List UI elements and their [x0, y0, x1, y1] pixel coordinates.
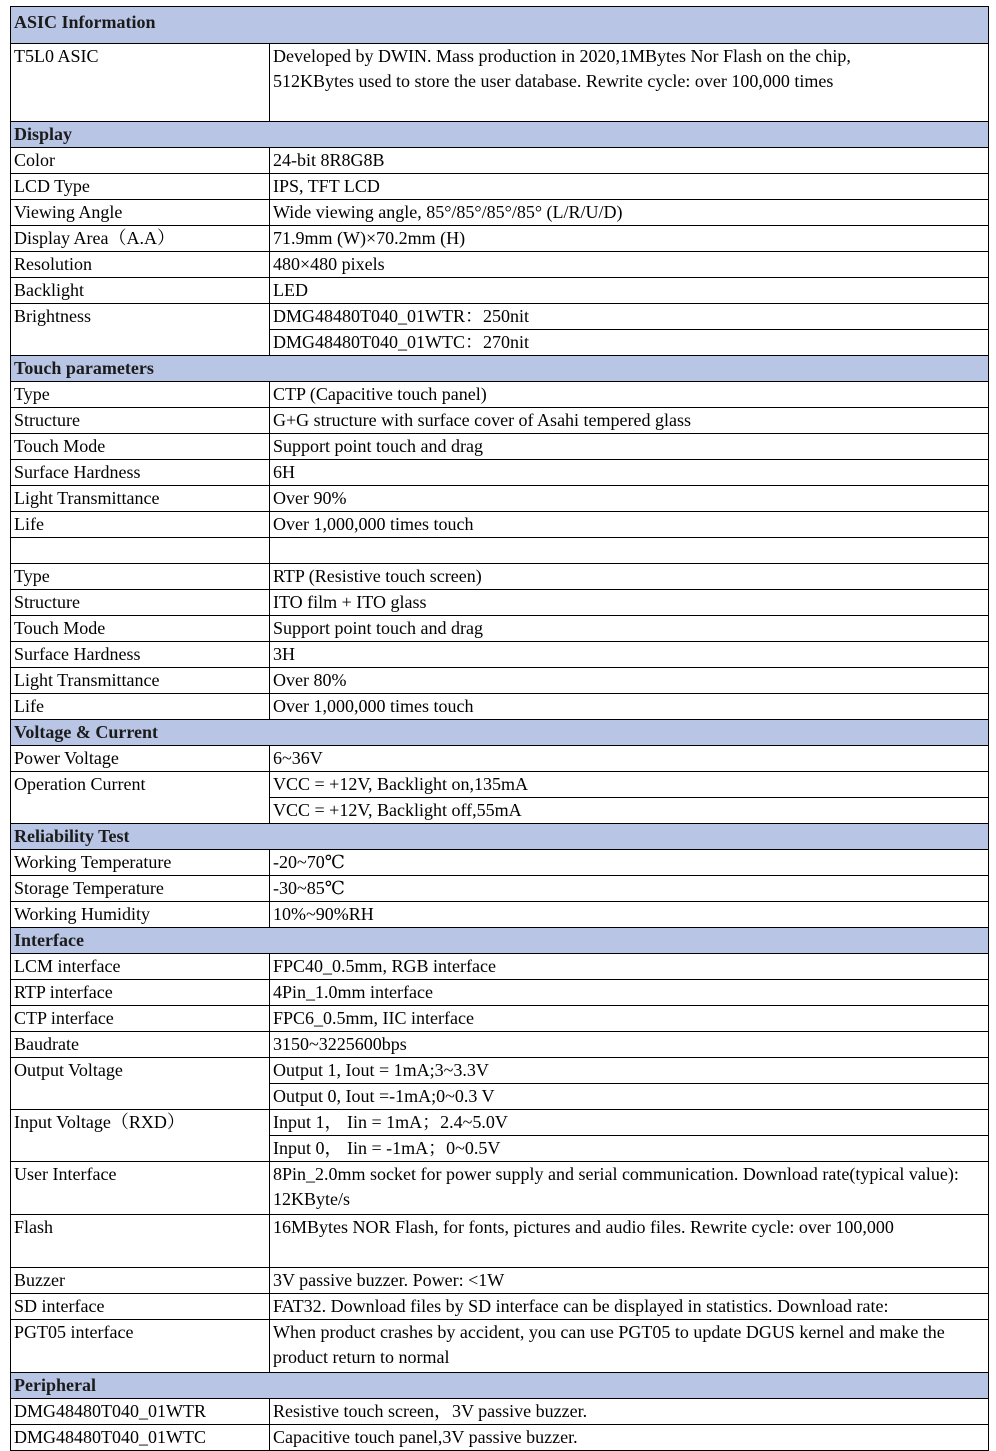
spec-label: Output Voltage	[11, 1058, 270, 1110]
table-row	[11, 226, 989, 252]
spec-value: Support point touch and drag	[270, 434, 989, 460]
spec-value: Over 1,000,000 times touch	[270, 694, 989, 720]
spec-label: Brightness	[11, 304, 270, 356]
table-row	[11, 1006, 989, 1032]
spec-label: CTP interface	[11, 1006, 270, 1032]
spec-value: 24-bit 8R8G8B	[270, 148, 989, 174]
spec-label: LCM interface	[11, 954, 270, 980]
table-row	[11, 1110, 989, 1136]
spec-label: Viewing Angle	[11, 200, 270, 226]
spec-label: Type	[11, 564, 270, 590]
spec-label: Structure	[11, 590, 270, 616]
spec-label: Color	[11, 148, 270, 174]
spec-label: Input Voltage（RXD）	[11, 1110, 270, 1162]
table-row	[11, 1399, 989, 1425]
table-row	[11, 590, 989, 616]
table-row	[11, 876, 989, 902]
spec-label: Light Transmittance	[11, 486, 270, 512]
table-row	[11, 408, 989, 434]
section-title: ASIC Information	[11, 7, 989, 44]
spec-label: Buzzer	[11, 1268, 270, 1294]
spec-value: VCC = +12V, Backlight on,135mA	[270, 772, 989, 798]
table-row	[11, 200, 989, 226]
table-row	[11, 460, 989, 486]
spec-value: Wide viewing angle, 85°/85°/85°/85° (L/R/U/D)	[270, 200, 989, 226]
section-header	[11, 356, 989, 382]
spec-value: Input 0， Iin = -1mA；0~0.5V	[270, 1136, 989, 1162]
spec-value: Over 90%	[270, 486, 989, 512]
table-row	[11, 512, 989, 538]
section-header	[11, 1373, 989, 1399]
table-row	[11, 486, 989, 512]
table-row	[11, 434, 989, 460]
spec-value: 16MBytes NOR Flash, for fonts, pictures and audio files. Rewrite cycle: over 100,000	[270, 1215, 989, 1268]
spec-value-text: Developed by DWIN. Mass production in 2020,1MBytes Nor Flash on the chip, 512KBytes used to store the user database. Rewrite cycle: over 100,000 times	[273, 46, 851, 91]
table-row	[11, 252, 989, 278]
spec-label: Surface Hardness	[11, 460, 270, 486]
spec-label: LCD Type	[11, 174, 270, 200]
spec-value: Capacitive touch panel,3V passive buzzer.	[270, 1425, 989, 1451]
table-row	[11, 1058, 989, 1084]
spec-value: When product crashes by accident, you can use PGT05 to update DGUS kernel and make the product return to normal	[270, 1320, 989, 1373]
spec-value: FPC40_0.5mm, RGB interface	[270, 954, 989, 980]
table-row	[11, 902, 989, 928]
spec-value: FAT32. Download files by SD interface can be displayed in statistics. Download rate:	[270, 1294, 989, 1320]
spec-table-body	[11, 7, 989, 1451]
spec-label: Flash	[11, 1215, 270, 1268]
table-row	[11, 278, 989, 304]
spec-label: Touch Mode	[11, 434, 270, 460]
spec-value: FPC6_0.5mm, IIC interface	[270, 1006, 989, 1032]
spec-value: CTP (Capacitive touch panel)	[270, 382, 989, 408]
spec-value: 10%~90%RH	[270, 902, 989, 928]
spec-value: 8Pin_2.0mm socket for power supply and serial communication. Download rate(typical value): 12KByte/s	[270, 1162, 989, 1215]
section-title: Reliability Test	[11, 824, 989, 850]
spec-label: Light Transmittance	[11, 668, 270, 694]
section-header	[11, 824, 989, 850]
table-row	[11, 1032, 989, 1058]
spec-value: Output 1, Iout = 1mA;3~3.3V	[270, 1058, 989, 1084]
spec-label: Power Voltage	[11, 746, 270, 772]
table-row	[11, 1162, 989, 1215]
spec-label: T5L0 ASIC	[11, 44, 270, 122]
spec-label: Life	[11, 694, 270, 720]
table-row	[11, 1425, 989, 1451]
spec-value: Over 80%	[270, 668, 989, 694]
spec-label: Type	[11, 382, 270, 408]
table-row	[11, 980, 989, 1006]
section-title: Interface	[11, 928, 989, 954]
table-row	[11, 746, 989, 772]
section-header	[11, 928, 989, 954]
section-title: Peripheral	[11, 1373, 989, 1399]
spec-value: 6H	[270, 460, 989, 486]
spec-value: 71.9mm (W)×70.2mm (H)	[270, 226, 989, 252]
spec-value: VCC = +12V, Backlight off,55mA	[270, 798, 989, 824]
spec-value: 3V passive buzzer. Power: <1W	[270, 1268, 989, 1294]
spec-label: RTP interface	[11, 980, 270, 1006]
table-row	[11, 1268, 989, 1294]
spec-label: Working Humidity	[11, 902, 270, 928]
spec-value: 3H	[270, 642, 989, 668]
spec-table	[10, 6, 989, 1451]
section-title: Touch parameters	[11, 356, 989, 382]
section-title: Voltage & Current	[11, 720, 989, 746]
spec-value: Output 0, Iout =-1mA;0~0.3 V	[270, 1084, 989, 1110]
spec-value: RTP (Resistive touch screen)	[270, 564, 989, 590]
spec-value: DMG48480T040_01WTR：250nit	[270, 304, 989, 330]
spec-label: Storage Temperature	[11, 876, 270, 902]
spec-value: IPS, TFT LCD	[270, 174, 989, 200]
spec-value: 6~36V	[270, 746, 989, 772]
table-row	[11, 616, 989, 642]
spec-label: Touch Mode	[11, 616, 270, 642]
spec-value: ITO film + ITO glass	[270, 590, 989, 616]
table-row	[11, 174, 989, 200]
spec-label: DMG48480T040_01WTR	[11, 1399, 270, 1425]
table-row	[11, 642, 989, 668]
table-row	[11, 772, 989, 798]
spec-value: -20~70℃	[270, 850, 989, 876]
table-row	[11, 1215, 989, 1268]
table-row	[11, 44, 989, 122]
spec-label: Life	[11, 512, 270, 538]
spec-label: Structure	[11, 408, 270, 434]
table-row	[11, 538, 989, 564]
spec-value: Resistive touch screen，3V passive buzzer.	[270, 1399, 989, 1425]
section-header	[11, 122, 989, 148]
spec-value	[270, 44, 989, 122]
spec-label: DMG48480T040_01WTC	[11, 1425, 270, 1451]
table-row	[11, 954, 989, 980]
table-row	[11, 304, 989, 330]
table-row	[11, 148, 989, 174]
spec-value	[270, 538, 989, 564]
spec-value: 480×480 pixels	[270, 252, 989, 278]
section-header	[11, 720, 989, 746]
spec-value: G+G structure with surface cover of Asahi tempered glass	[270, 408, 989, 434]
spec-value: DMG48480T040_01WTC：270nit	[270, 330, 989, 356]
spec-value: Support point touch and drag	[270, 616, 989, 642]
table-row	[11, 1320, 989, 1373]
table-row	[11, 668, 989, 694]
spec-value: 4Pin_1.0mm interface	[270, 980, 989, 1006]
table-row	[11, 1294, 989, 1320]
spec-label: Backlight	[11, 278, 270, 304]
spec-value: LED	[270, 278, 989, 304]
table-row	[11, 850, 989, 876]
spec-label: PGT05 interface	[11, 1320, 270, 1373]
section-title: Display	[11, 122, 989, 148]
table-row	[11, 382, 989, 408]
spec-label	[11, 538, 270, 564]
spec-value: -30~85℃	[270, 876, 989, 902]
spec-label: Display Area（A.A）	[11, 226, 270, 252]
section-header	[11, 7, 989, 44]
spec-label: Surface Hardness	[11, 642, 270, 668]
spec-label: Resolution	[11, 252, 270, 278]
spec-label: User Interface	[11, 1162, 270, 1215]
table-row	[11, 694, 989, 720]
spec-label: Working Temperature	[11, 850, 270, 876]
spec-label: Operation Current	[11, 772, 270, 824]
spec-value: Input 1， Iin = 1mA；2.4~5.0V	[270, 1110, 989, 1136]
spec-value: 3150~3225600bps	[270, 1032, 989, 1058]
table-row	[11, 564, 989, 590]
spec-label: SD interface	[11, 1294, 270, 1320]
spec-value: Over 1,000,000 times touch	[270, 512, 989, 538]
spec-label: Baudrate	[11, 1032, 270, 1058]
